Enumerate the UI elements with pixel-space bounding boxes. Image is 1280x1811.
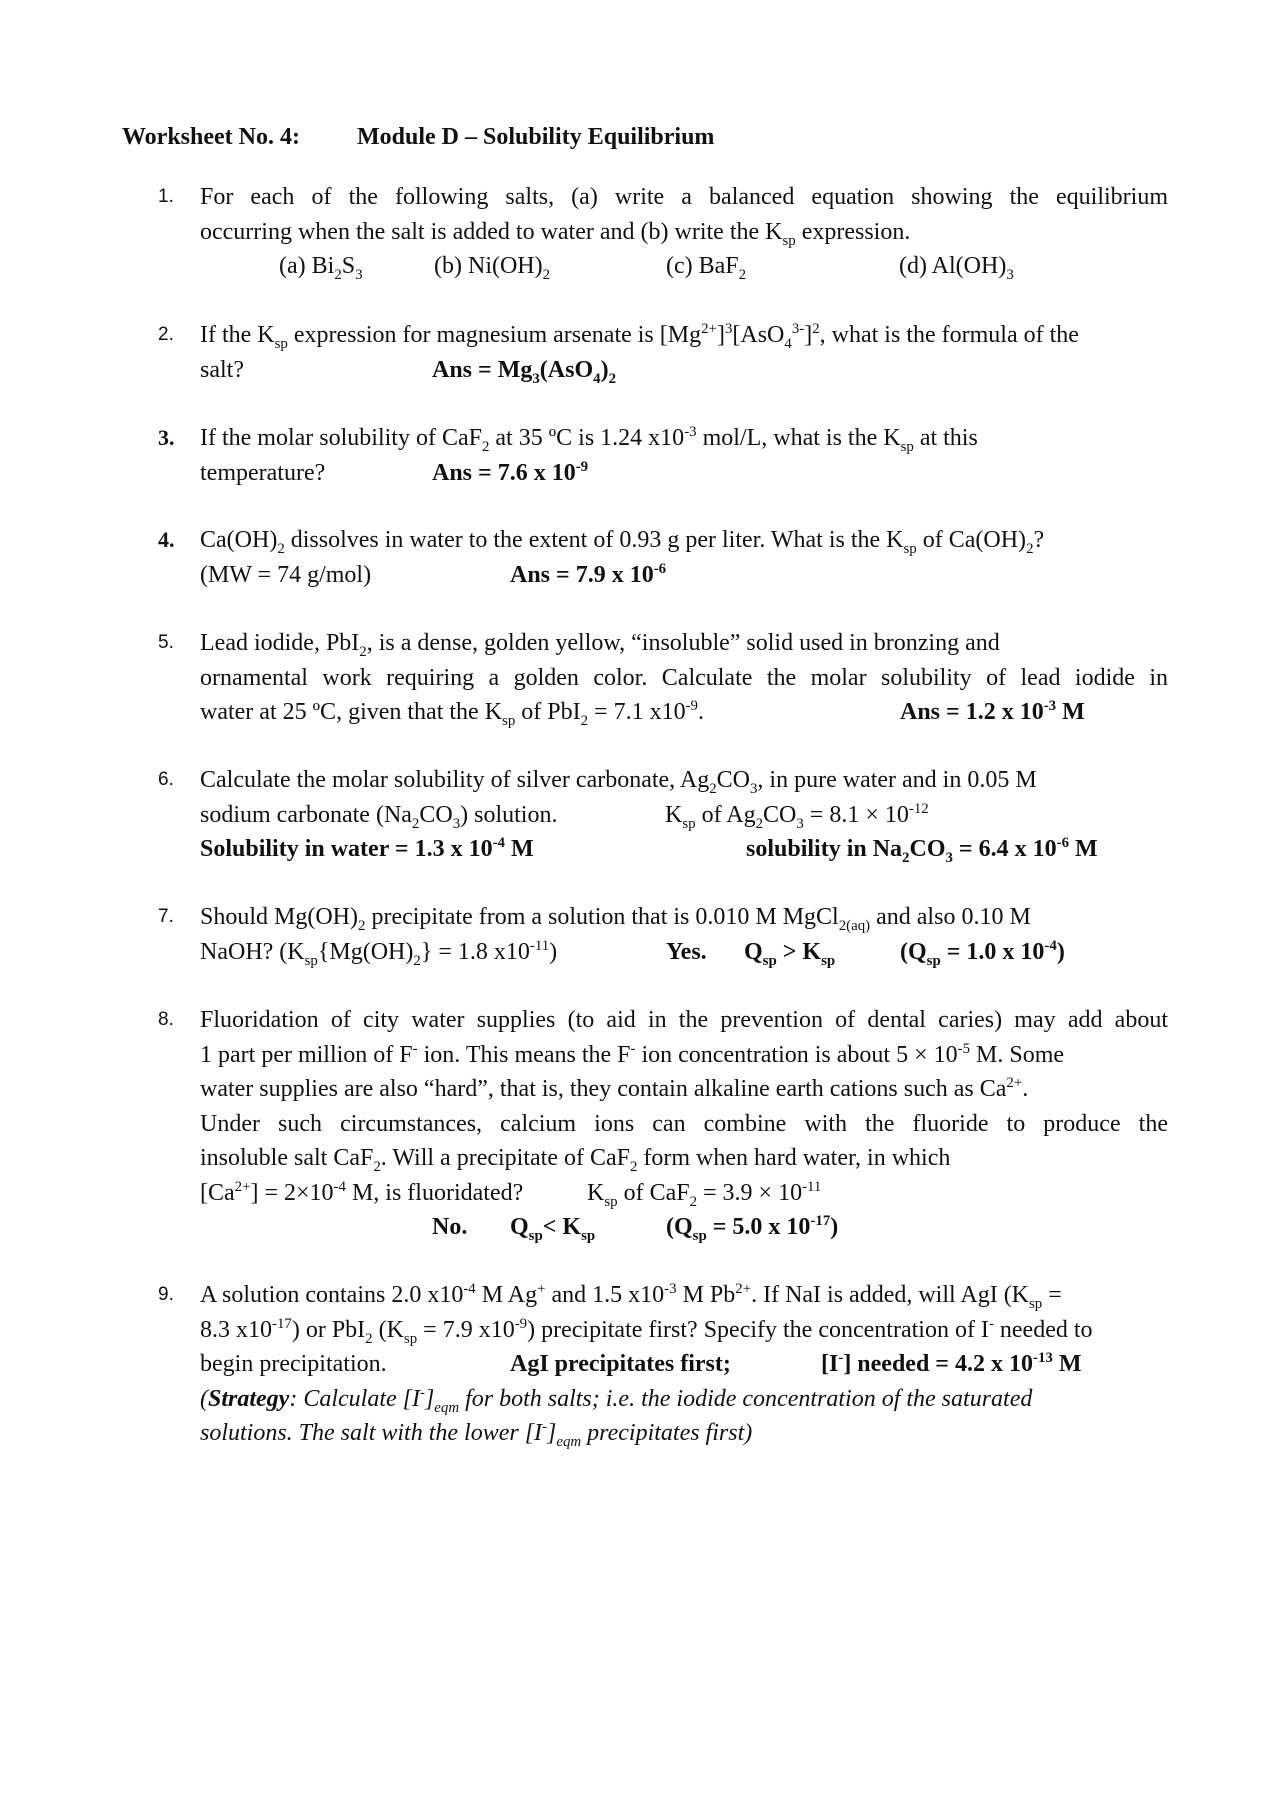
question-number: 6.	[158, 769, 174, 790]
question-number: 4.	[158, 527, 175, 552]
salt-b: (b) $Ni(OH)_2$	[434, 253, 551, 283]
question-number: 3.	[158, 425, 175, 450]
answer-concentration: [I-] needed = 4.2 x $10^{-13}$ M	[821, 1350, 1082, 1377]
answer-na2co3: solubility in $Na_2CO_3 = 6.4$ x $10^{-6}$ M	[746, 835, 1098, 866]
answer: Ans = 1.2 x $10^{-3}$ M	[900, 698, 1085, 725]
salt-c: (c) BaF$_2$	[666, 253, 747, 283]
salt-list	[200, 249, 1168, 284]
salt-a: (a) $Bi_2S_3$	[279, 253, 363, 283]
question-text: A solution contains 2.0 $x10^{-4}$ M Ag+ and 1.5 $x10^{-3}$ M $Pb^{2+}$. If NaI is added, will AgI ($K_{sp}$ = 8.3 $x10^{-17}$) or PbI$_2$ ($K_{sp} = 7.9$ $x10^{-9}$) precipitate first? Specify the concentration of I- needed to begin precipitation. AgI precipitates first; [I-] needed = 4.2 x $10^{-13}$ M (Strategy: Calculate $[I^-]_{eqm}$ for both salts; i.e. the iodide concentration of the saturated solutions. The salt with the lower $[I^-]_{eqm}$ precipitates first)	[200, 1278, 1168, 1451]
answer: Ans = 7.9 x $10^{-6}$	[510, 560, 667, 588]
answer: Ans = 7.6 x $10^{-9}$	[432, 458, 589, 486]
question-text: Fluoridation of city water supplies (to aid in the prevention of dental caries) may add about 1 part per million of F- ion. This means the F- ion concentration is about $5 \times 10^{-5}$ M. Some water supplies are also “hard”, that is, they contain alkaline earth cations such as $Ca^{2+}$. Under such circumstances, calcium ions can combine with the fluoride to produce the insoluble salt CaF$_2$. Will a precipitate of CaF$_2$ form when hard water, in which $[Ca^{2+}] = 2\times 10^{-4}$ M, is fluoridated? $K_{sp}$ of $CaF_2 = 3.9 \times 10^{-11}$ No. $Q_{sp}< K_{sp}$ ($Q_{sp} = 5.0$ x $10^{-17}$)	[200, 1007, 1168, 1244]
answer-comparison: $Q_{sp}< K_{sp}$	[510, 1214, 596, 1244]
question-number: 8.	[158, 1009, 174, 1030]
question-number: 5.	[158, 632, 174, 653]
worksheet-number: Worksheet No. 4:	[122, 124, 300, 150]
ksp-value: $K_{sp}$ of $Ag_2CO_3 = 8.1 \times 10^{-12}$	[665, 800, 929, 832]
question-text: Calculate the molar solubility of silver carbonate, $Ag_2CO_3$, in pure water and in 0.05 M sodium carbonate $(Na_2CO_3)$ solution. $K_{sp}$ of $Ag_2CO_3 = 8.1 \times 10^{-12}$ Solubility in water = 1.3 x $10^{-4}$ M solubility in $Na_2CO_3 = 6.4$ x $10^{-6}$ M	[200, 767, 1098, 866]
question-number: 1.	[158, 186, 174, 207]
question-number: 2.	[158, 324, 174, 345]
question-text: $Ca(OH)_2$ dissolves in water to the extent of 0.93 g per liter. What is the $K_{sp}$ of $Ca(OH)_2$? (MW = 74 g/mol) Ans = 7.9 x $10^{-6}$	[200, 523, 1168, 592]
strategy-note: (Strategy: Calculate $[I^-]_{eqm}$ for both salts; i.e. the iodide concentration of the saturated	[200, 1384, 1033, 1416]
answer-qsp: ($Q_{sp} = 1.0$ x $10^{-4}$)	[900, 937, 1065, 969]
answer-comparison: $Q_{sp} > K_{sp}$	[744, 938, 836, 969]
answer-water: Solubility in water = 1.3 x $10^{-4}$ M	[200, 835, 534, 862]
question-text: Lead iodide, PbI$_2$, is a dense, golden yellow, “insoluble” solid used in bronzing and ornamental work requiring a golden color. Calculate the molar solubility of lead iodide in water at 25 ºC, given that the $K_{sp}$ of PbI$_2$ = 7.1 $x10^{-9}$. Ans = 1.2 x $10^{-3}$ M	[200, 630, 1168, 729]
answer-first: AgI precipitates first;	[510, 1351, 731, 1377]
question-number: 7.	[158, 906, 174, 927]
question-number: 9.	[158, 1284, 174, 1305]
salt-d: (d) $Al(OH)_3$	[899, 253, 1014, 283]
question-text: If the $K_{sp}$ expression for magnesium arsenate is $[Mg^{2+}]^3[AsO_4^{3-}]^2$, what is the formula of the salt? Ans = $Mg_3(AsO_4)_2$	[200, 321, 1079, 387]
answer: Ans = $Mg_3(AsO_4)_2$	[432, 356, 617, 387]
ksp-value: $K_{sp}$ of $CaF_2 = 3.9 \times 10^{-11}$	[587, 1178, 822, 1210]
answer-no: No.	[432, 1214, 468, 1240]
worksheet-header	[122, 124, 715, 151]
answer-qsp: ($Q_{sp} = 5.0$ x $10^{-17}$)	[666, 1213, 839, 1244]
question-text: If the molar solubility of CaF$_2$ at 35 ºC is 1.24 $x10^{-3}$ mol/L, what is the $K_{sp}$ at this temperature? Ans = 7.6 x $10^{-9}$	[200, 421, 1168, 490]
worksheet-title: Module D – Solubility Equilibrium	[357, 124, 715, 150]
question-text: Should $Mg(OH)_2$ precipitate from a solution that is 0.010 M MgCl$_{2(aq)}$ and also 0.10 M NaOH? ($K_{sp}\{Mg(OH)_2\} = 1.8$ $x10^{-11}$) Yes. $Q_{sp} > K_{sp}$ ($Q_{sp} = 1.0$ x $10^{-4}$)	[200, 904, 1065, 969]
question-text: For each of the following salts, (a) write a balanced equation showing the equilibrium occurring when the salt is added to water and (b) write the $K_{sp}$ expression. (a) $Bi_2S_3$ (b) $Ni(OH)_2$ (c) BaF$_2$ (d) $Al(OH)_3$	[200, 184, 1168, 283]
answer-yes: Yes.	[666, 938, 707, 965]
